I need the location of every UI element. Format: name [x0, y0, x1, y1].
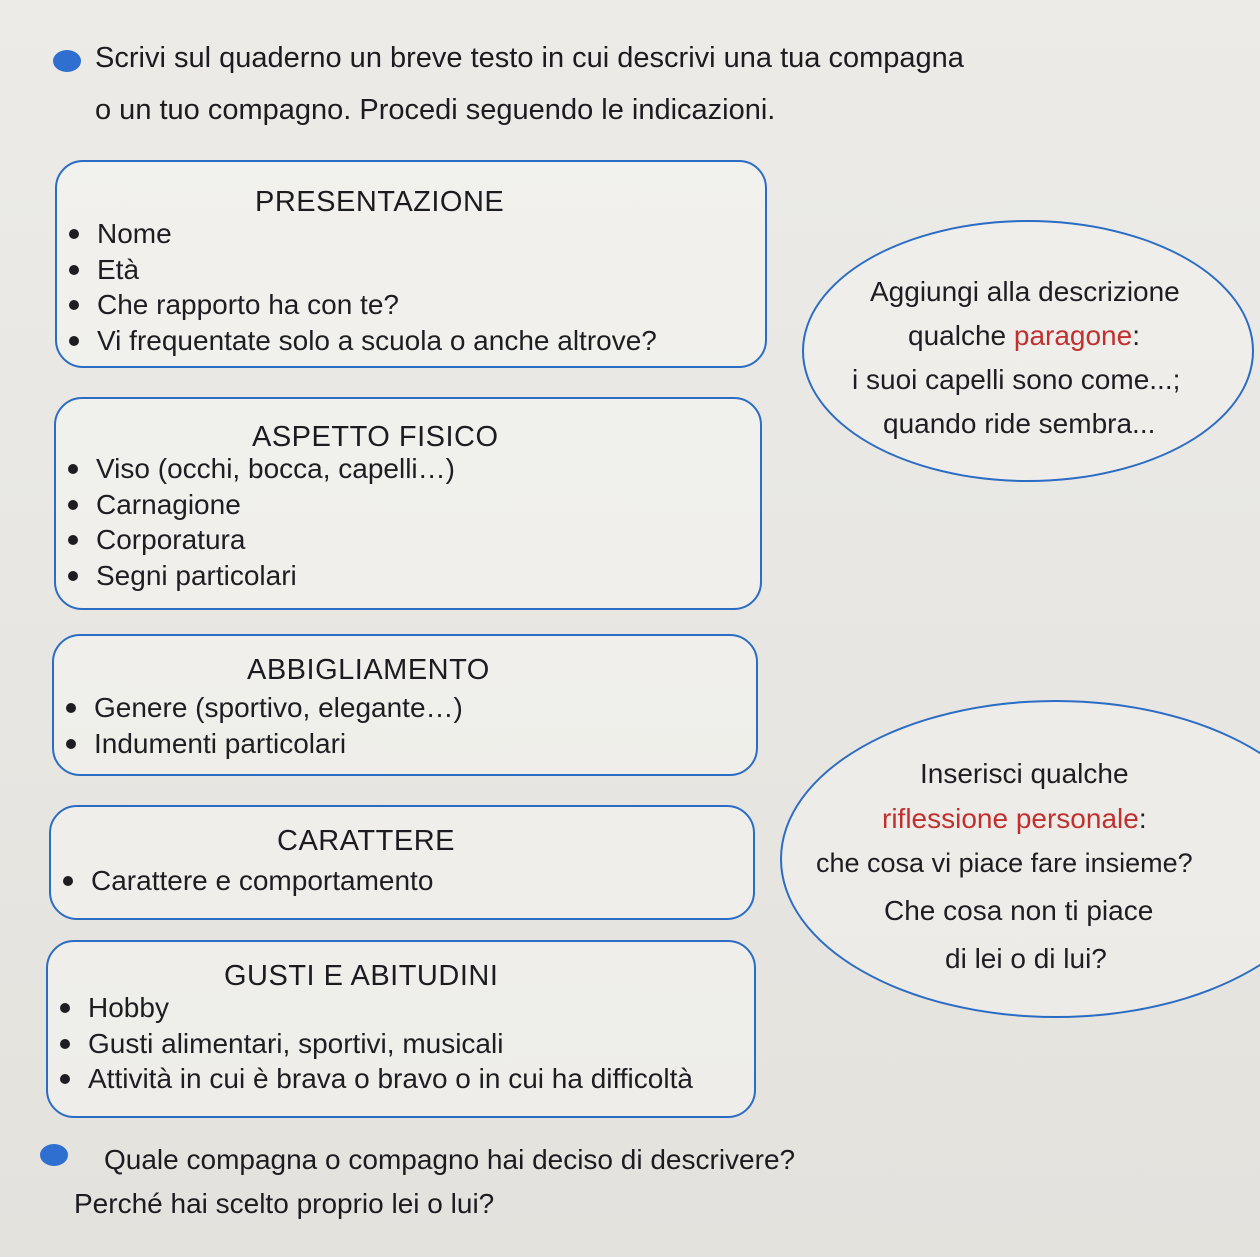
list-item: Vi frequentate solo a scuola o anche altrove?	[57, 323, 657, 359]
question-line-2: Perché hai scelto proprio lei o lui?	[74, 1188, 495, 1219]
instruction-line-2: o un tuo compagno. Procedi seguendo le indicazioni.	[95, 94, 776, 126]
list-item: Segni particolari	[56, 558, 455, 594]
card-gusti-abitudini	[46, 940, 756, 1118]
callout-riflessione-colon: :	[1138, 803, 1147, 834]
card-abbigliamento	[52, 634, 758, 776]
callout-riflessione-line-4: Che cosa non ti piace	[884, 895, 1154, 926]
card-title-presentazione: PRESENTAZIONE	[255, 186, 505, 218]
list-item: Carnagione	[56, 487, 455, 523]
list-presentazione	[57, 216, 657, 358]
callout-paragone-line-1: Aggiungi alla descrizione	[870, 276, 1180, 307]
card-title-abbigliamento: ABBIGLIAMENTO	[247, 654, 490, 686]
callout-paragone-line-4: quando ride sembra...	[883, 408, 1156, 439]
instruction-line-1: Scrivi sul quaderno un breve testo in cui descrivi una tua compagna	[95, 42, 964, 74]
list-item: Età	[57, 252, 657, 288]
callout-riflessione-keyword: riflessione personale	[882, 803, 1139, 834]
list-item: Indumenti particolari	[54, 726, 463, 762]
question-bullet-icon	[40, 1144, 68, 1166]
list-item: Carattere e comportamento	[51, 863, 433, 899]
callout-paragone-line-3: i suoi capelli sono come...;	[852, 364, 1181, 395]
callout-paragone-keyword: paragone	[1013, 320, 1133, 351]
list-abbigliamento	[54, 690, 463, 761]
callout-riflessione-line-3: che cosa vi piace fare insieme?	[816, 848, 1193, 878]
callout-riflessione-line-1: Inserisci qualche	[920, 758, 1129, 789]
question-line-1: Quale compagna o compagno hai deciso di descrivere?	[104, 1144, 796, 1175]
callout-riflessione-line-5: di lei o di lui?	[945, 943, 1107, 974]
list-item: Viso (occhi, bocca, capelli…)	[56, 451, 455, 487]
callout-paragone-colon: :	[1132, 320, 1140, 351]
card-title-carattere: CARATTERE	[277, 825, 455, 857]
callout-paragone-line-2-pre: qualche	[908, 320, 1007, 351]
list-carattere	[51, 863, 433, 899]
list-item: Attività in cui è brava o bravo o in cui ha difficoltà	[48, 1061, 693, 1097]
card-title-aspetto-fisico: ASPETTO FISICO	[252, 421, 499, 453]
list-gusti-abitudini	[48, 990, 693, 1097]
callout-paragone-line-2	[908, 320, 1140, 352]
instruction-bullet-icon	[53, 50, 81, 72]
list-aspetto-fisico	[56, 451, 455, 593]
card-presentazione	[55, 160, 767, 368]
list-item: Corporatura	[56, 522, 455, 558]
list-item: Che rapporto ha con te?	[57, 287, 657, 323]
list-item: Genere (sportivo, elegante…)	[54, 690, 463, 726]
list-item: Nome	[57, 216, 657, 252]
callout-riflessione-line-2	[882, 803, 1147, 835]
card-aspetto-fisico	[54, 397, 762, 610]
list-item: Gusti alimentari, sportivi, musicali	[48, 1026, 693, 1062]
card-carattere	[49, 805, 755, 920]
list-item: Hobby	[48, 990, 693, 1026]
card-title-gusti-abitudini: GUSTI E ABITUDINI	[224, 960, 499, 992]
